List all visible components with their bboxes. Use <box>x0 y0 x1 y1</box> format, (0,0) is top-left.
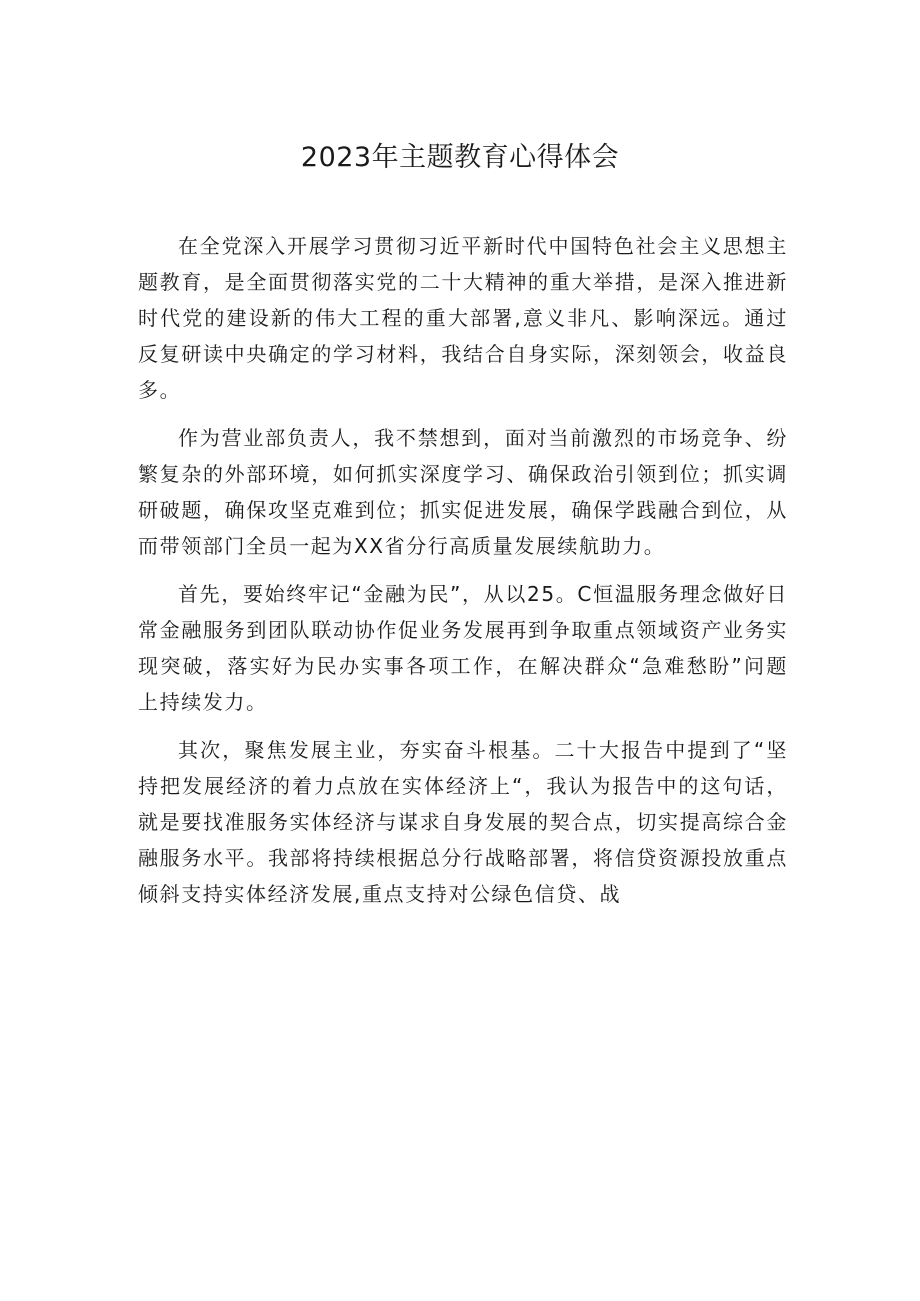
paragraph-3: 首先，要始终牢记“金融为民”，从以25。C恒温服务理念做好日常金融服务到团队联动协作促业务发展再到争取重点领域资产业务实现突破，落实好为民办实事各项工作，在解决群众“急难愁盼”问题上持续发力。 <box>138 582 788 714</box>
paragraph-1: 在全党深入开展学习贯彻习近平新时代中国特色社会主义思想主题教育，是全面贯彻落实党的二十大精神的重大举措，是深入推进新时代党的建设新的伟大工程的重大部署,意义非凡、影响深远。通过反复研读中央确定的学习材料，我结合自身实际，深刻领会，收益良多。 <box>138 234 788 402</box>
document-body <box>138 228 788 924</box>
paragraph-4: 其次，聚焦发展主业，夯实奋斗根基。二十大报告中提到了“坚持把发展经济的着力点放在实体经济上“，我认为报告中的这句话，就是要找准服务实体经济与谋求自身发展的契合点，切实提高综合金融服务水平。我部将持续根据总分行战略部署，将信贷资源投放重点倾斜支持实体经济发展,重点支持对公绿色信贷、战 <box>138 738 788 906</box>
document-title: 2023年主题教育心得体会 <box>300 142 620 173</box>
paragraph-2: 作为营业部负责人，我不禁想到，面对当前激烈的市场竞争、纷繁复杂的外部环境，如何抓实深度学习、确保政治引领到位；抓实调研破题，确保攻坚克难到位；抓实促进发展，确保学践融合到位，从而带领部门全员一起为XX省分行高质量发展续航助力。 <box>138 426 788 558</box>
